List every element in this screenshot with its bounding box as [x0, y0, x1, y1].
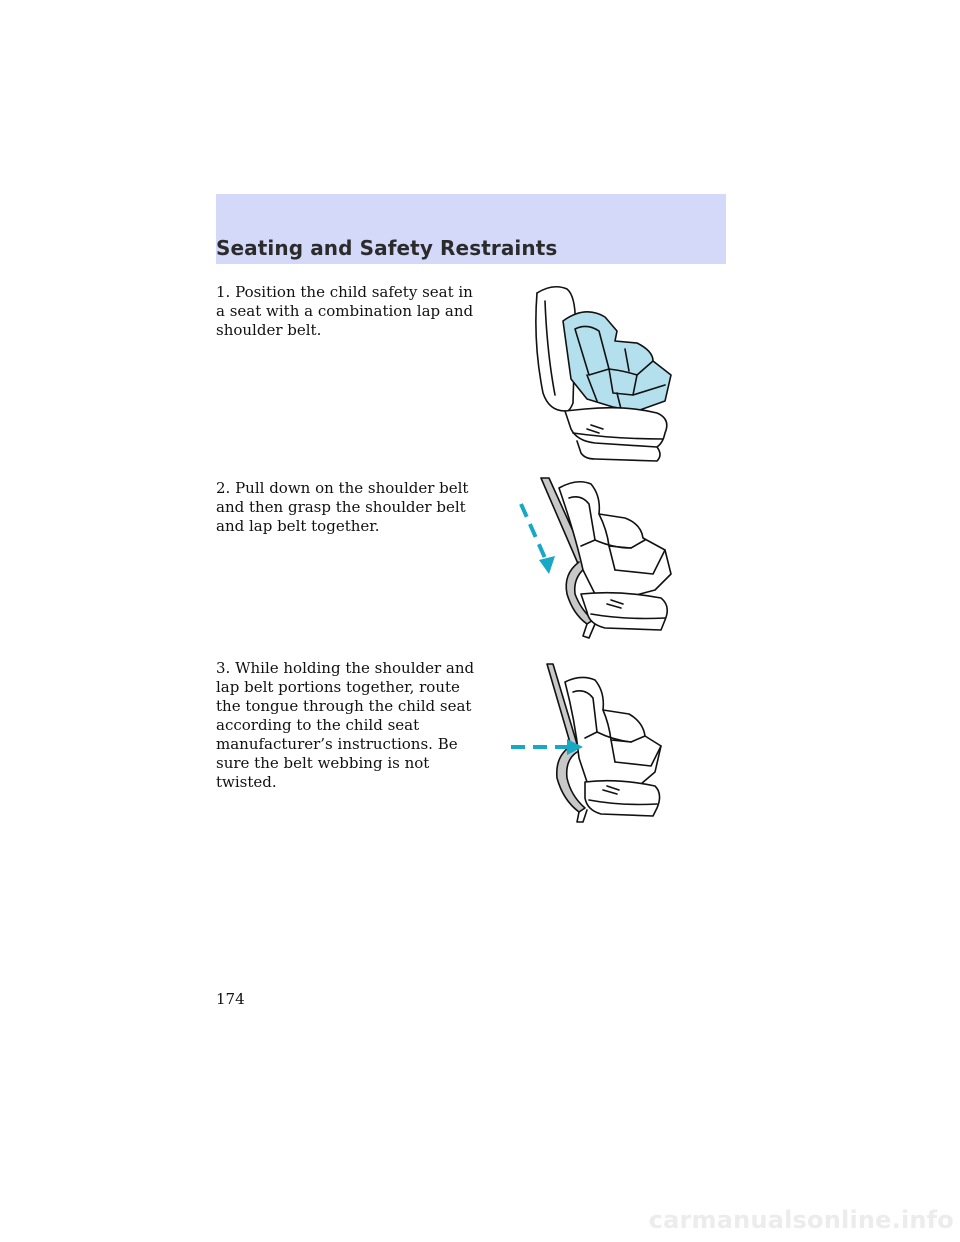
- step-1-text: 1. Position the child safety seat in a seat with a combination lap and shoulder belt.: [216, 283, 474, 339]
- section-title: Seating and Safety Restraints: [216, 236, 558, 260]
- child-seat-installed-illustration: [525, 283, 685, 468]
- step-3-text: 3. While holding the shoulder and lap belt portions together, route the tongue through the child seat according to the child seat manufacturer’s instructions. Be sure the belt webbing is not twisted.: [216, 659, 475, 791]
- watermark: carmanualsonline.info: [648, 1206, 954, 1234]
- page-number: 174: [216, 990, 245, 1008]
- step-2-text: 2. Pull down on the shoulder belt and then grasp the shoulder belt and lap belt together.: [216, 479, 469, 535]
- route-belt-tongue-illustration: [505, 660, 675, 830]
- pull-shoulder-belt-illustration: [515, 474, 685, 644]
